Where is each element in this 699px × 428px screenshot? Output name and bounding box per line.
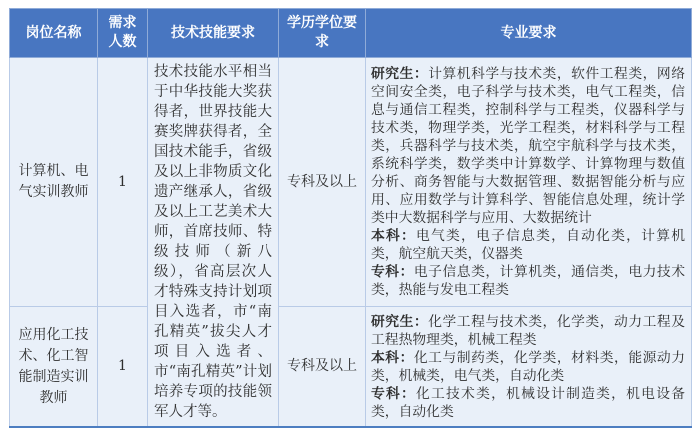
- education-requirement-cell: 专科及以上: [279, 58, 366, 307]
- major-text: 电子信息类，计算机类，通信类，电力技术类，热能与发电工程类: [371, 264, 686, 299]
- major-segment-bachelor: [371, 349, 685, 385]
- table-header-row: [10, 9, 692, 58]
- major-text: 化工与制药类，化学类，材料类，能源动力类，机械类，电气类，自动化类: [371, 349, 686, 384]
- recruitment-requirements-table: [9, 8, 692, 428]
- major-label: 研究生：: [371, 66, 429, 83]
- major-text: 化工技术类，机械设计制造类，机电设备类，自动化类: [371, 385, 685, 420]
- headcount-cell: 1: [98, 307, 148, 427]
- major-text: 化学工程与技术类，化学类，动力工程及工程热物理类，机械工程类: [371, 313, 686, 348]
- skill-requirement-cell: 技术技能水平相当于中华技能大奖获得者，世界技能大赛奖牌获得者，全国技术能手，省级及以上非物质文化遗产继承人，省级及以上工艺美术大师，首席技师、特级技师（新八级），省高层次人才特殊支持计划项目入选者，市“南孔精英”拔尖人才项目入选者、市“南孔精英”计划培养专项的技能领军人才等。: [148, 58, 279, 428]
- major-segment-bachelor: [371, 227, 685, 263]
- major-label: 研究生：: [371, 313, 429, 330]
- major-text: 计算机科学与技术类，软件工程类，网络空间安全类，电子科学与技术类，电气工程类，信息与通信工程类，控制科学与工程类，仪器科学与技术类，物理学类，光学工程类，材料科学与工程类，兵器科学与技术类，航空宇航科学与技术类，系统科学类，数学类中计算数学、计算物理与数值分析、商务智能与大数据管理、数据智能分析与应用、应用数学与计算科学、智能信息处理，统计学类中大数据科学与应用、大数据统计: [371, 66, 686, 227]
- major-segment-graduate: [371, 65, 685, 227]
- major-label: 专科：: [371, 385, 417, 402]
- position-name-cell: 应用化工技术、化工智能制造实训教师: [10, 307, 98, 427]
- major-text: 电气类，电子信息类，自动化类，计算机类，航空航天类，仪器类: [371, 228, 685, 263]
- major-label: 专科：: [371, 264, 414, 281]
- table-row: [10, 307, 692, 427]
- position-name-cell: 计算机、电气实训教师: [10, 58, 98, 307]
- col-header-majors: 专业要求: [366, 9, 692, 58]
- major-segment-college: [371, 263, 685, 299]
- col-header-skills: 技术技能要求: [148, 9, 279, 58]
- major-label: 本科：: [371, 228, 417, 245]
- education-requirement-cell: 专科及以上: [279, 307, 366, 427]
- major-label: 本科：: [371, 349, 414, 366]
- major-segment-graduate: [371, 313, 685, 349]
- major-requirement-cell: [366, 58, 692, 307]
- major-segment-college: [371, 385, 685, 421]
- table-row: [10, 58, 692, 307]
- col-header-position: 岗位名称: [10, 9, 98, 58]
- major-requirement-cell: [366, 307, 692, 427]
- col-header-headcount: 需求人数: [98, 9, 148, 58]
- col-header-education: 学历学位要求: [279, 9, 366, 58]
- headcount-cell: 1: [98, 58, 148, 307]
